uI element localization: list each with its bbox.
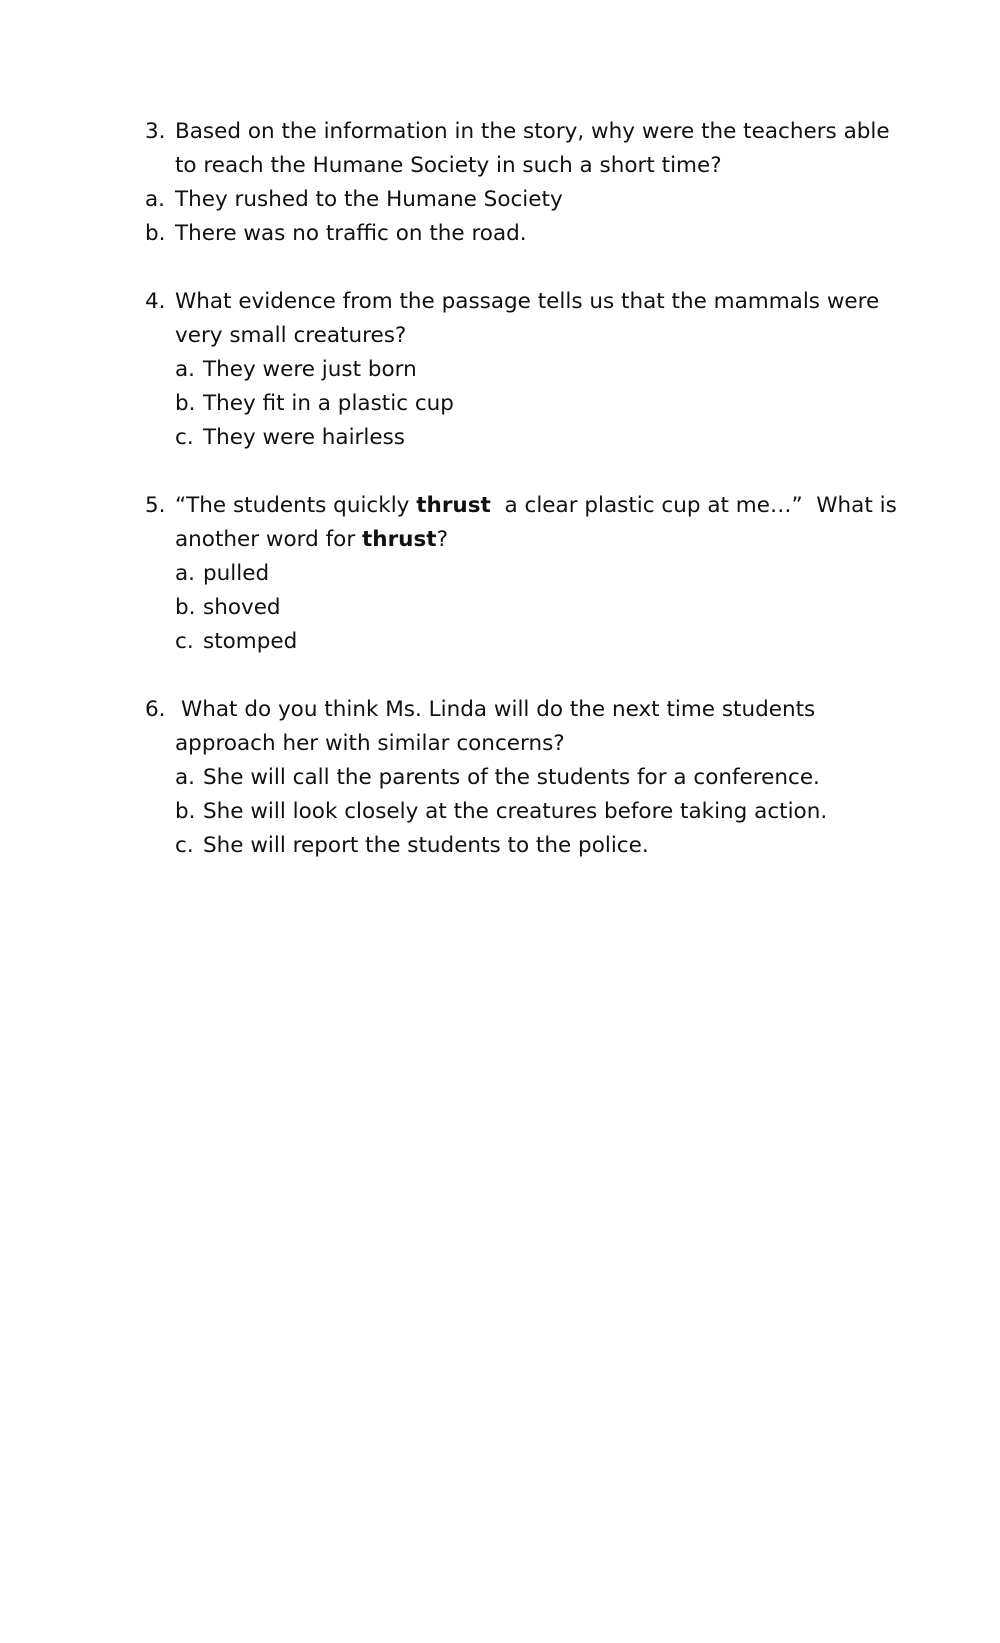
option-text: She will look closely at the creatures before taking action. <box>203 799 828 824</box>
option-text: They were hairless <box>203 425 406 450</box>
option-letter: a. <box>175 765 196 790</box>
option-letter: a. <box>175 357 196 382</box>
option-letter: b. <box>175 799 196 824</box>
stem-text: ? <box>436 527 448 552</box>
vocabulary-word: thrust <box>416 493 491 518</box>
option-text: pulled <box>203 561 270 586</box>
question-stem-line-1: Based on the information in the story, why were the teachers able <box>175 119 890 144</box>
question-number: 4. <box>145 289 166 314</box>
option-text: They were just born <box>203 357 417 382</box>
option-letter: b. <box>145 221 166 246</box>
stem-text: a clear plastic cup at me…” What is <box>490 493 897 518</box>
stem-text: “The students quickly <box>175 493 417 518</box>
option-letter: c. <box>175 833 194 858</box>
question-stem-line-2: approach her with similar concerns? <box>175 731 565 756</box>
option-text: stomped <box>203 629 298 654</box>
question-number: 5. <box>145 493 166 518</box>
question-stem-line-2 <box>175 523 448 557</box>
option-text: There was no traffic on the road. <box>175 221 527 246</box>
option-text: They fit in a plastic cup <box>203 391 454 416</box>
question-stem-line-2: very small creatures? <box>175 323 407 348</box>
option-letter: b. <box>175 595 196 620</box>
option-text: She will call the parents of the students for a conference. <box>203 765 820 790</box>
option-letter: b. <box>175 391 196 416</box>
question-number: 3. <box>145 119 166 144</box>
vocabulary-word: thrust <box>362 527 437 552</box>
question-stem-line-1: What evidence from the passage tells us that the mammals were <box>175 289 880 314</box>
question-stem-line-2: to reach the Humane Society in such a short time? <box>175 153 722 178</box>
option-text: They rushed to the Humane Society <box>175 187 563 212</box>
option-letter: c. <box>175 629 194 654</box>
option-letter: a. <box>175 561 196 586</box>
question-number: 6. <box>145 697 166 722</box>
option-letter: c. <box>175 425 194 450</box>
option-text: She will report the students to the police. <box>203 833 649 858</box>
stem-text: another word for <box>175 527 362 552</box>
question-stem-line-1 <box>175 489 897 523</box>
option-letter: a. <box>145 187 166 212</box>
question-stem-line-1: What do you think Ms. Linda will do the next time students <box>181 697 816 722</box>
option-text: shoved <box>203 595 281 620</box>
